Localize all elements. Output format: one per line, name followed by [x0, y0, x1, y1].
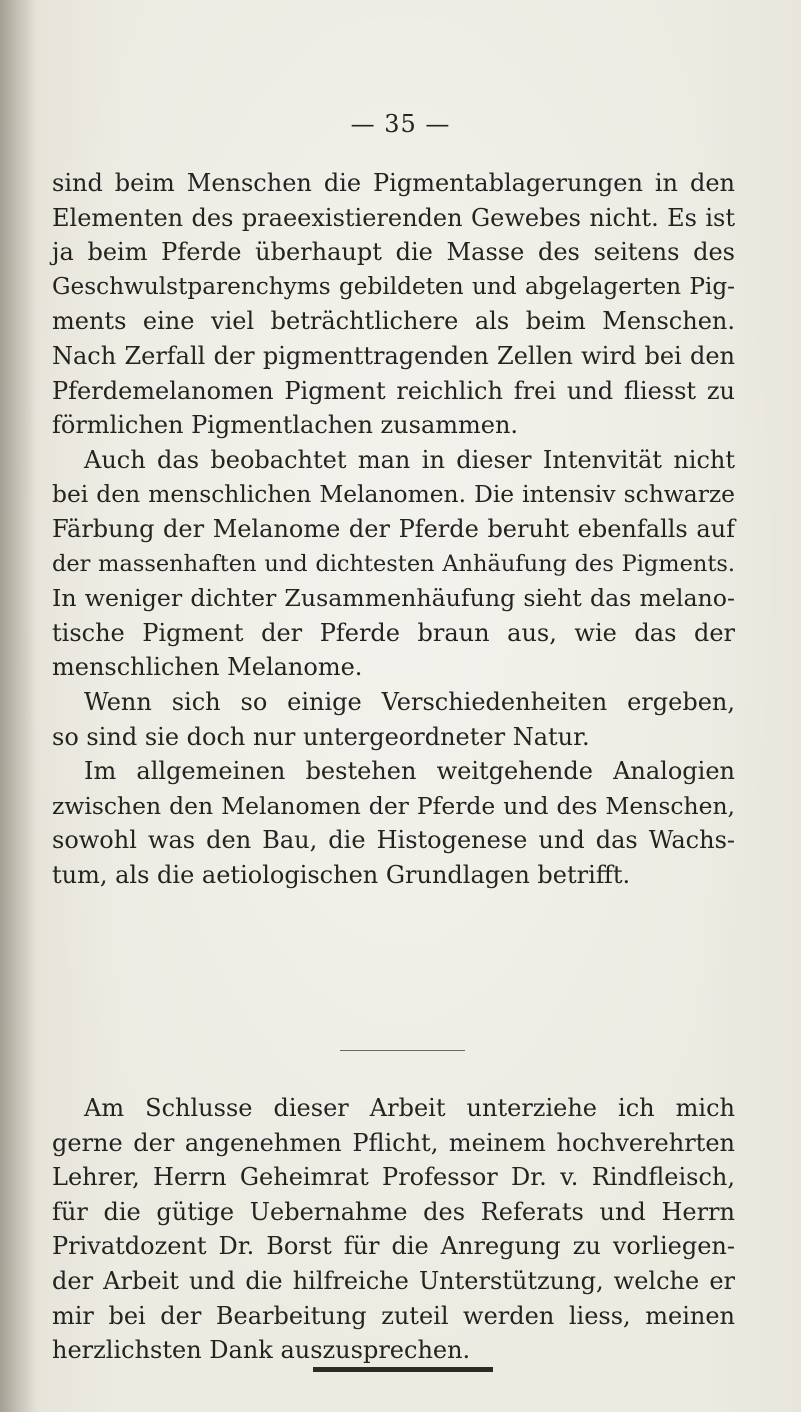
text-line: Im allgemeinen bestehen weitgehende Analogien	[84, 757, 735, 786]
paragraph	[52, 443, 735, 685]
section-divider	[340, 1050, 465, 1051]
text-line: Wenn sich so einige Verschiedenheiten ergeben,	[84, 687, 735, 716]
text-line: tum, als die aetiologischen Grundlagen betrifft.	[52, 860, 631, 889]
text-line: gerne der angenehmen Pflicht, meinem hochverehrten	[52, 1128, 735, 1157]
text-line: Nach Zerfall der pigmenttragenden Zellen wird bei den	[52, 341, 735, 370]
text-line: sind beim Menschen die Pigmentablagerungen in den	[52, 169, 735, 197]
paragraph	[52, 754, 735, 892]
text-line: zwischen den Melanomen der Pferde und des Menschen,	[52, 791, 735, 820]
acknowledgement-section	[52, 1091, 735, 1368]
text-line: Pferdemelanomen Pigment reichlich frei und fliesst zu	[52, 376, 735, 405]
text-line: ments eine viel beträchtlichere als beim Menschen.	[52, 307, 735, 336]
text-line: förmlichen Pigmentlachen zusammen.	[52, 411, 519, 440]
paragraph	[52, 166, 735, 443]
text-line: menschlichen Melanome.	[52, 653, 363, 682]
text-line: tische Pigment der Pferde braun aus, wie das der	[52, 618, 735, 647]
text-line: herzlichsten Dank auszusprechen.	[52, 1336, 471, 1365]
text-line: Am Schlusse dieser Arbeit unterziehe ich mich	[84, 1094, 735, 1122]
text-line: so sind sie doch nur untergeordneter Natur.	[52, 722, 590, 751]
main-text-section	[52, 166, 735, 892]
text-line: In weniger dichter Zusammenhäufung sieht das melano-	[52, 584, 735, 613]
text-line: Geschwulstparenchyms gebildeten und abgelagerten Pig-	[52, 272, 735, 300]
text-line: Elementen des praeexistierenden Gewebes nicht. Es ist	[52, 203, 735, 232]
text-line: der massenhaften und dichtesten Anhäufung des Pigments.	[52, 550, 735, 577]
text-line: Privatdozent Dr. Borst für die Anregung zu vorliegen-	[52, 1232, 735, 1261]
paragraph	[52, 1091, 735, 1368]
text-line: Färbung der Melanome der Pferde beruht ebenfalls auf	[52, 514, 735, 543]
page-number: — 35 —	[350, 110, 451, 138]
page-edge-shadow	[0, 0, 36, 1412]
text-line: mir bei der Bearbeitung zuteil werden liess, meinen	[52, 1301, 735, 1330]
text-line: bei den menschlichen Melanomen. Die intensiv schwarze	[52, 480, 735, 509]
end-rule	[313, 1367, 493, 1372]
paragraph	[52, 685, 735, 754]
text-line: der Arbeit und die hilfreiche Unterstützung, welche er	[52, 1266, 735, 1295]
text-line: sowohl was den Bau, die Histogenese und das Wachs-	[52, 826, 735, 855]
text-line: ja beim Pferde überhaupt die Masse des seitens des	[52, 238, 735, 267]
text-line: für die gütige Uebernahme des Referats und Herrn	[52, 1197, 735, 1226]
text-line: Auch das beobachtet man in dieser Intenvität nicht	[84, 445, 735, 474]
text-line: Lehrer, Herrn Geheimrat Professor Dr. v. Rindfleisch,	[52, 1163, 735, 1192]
